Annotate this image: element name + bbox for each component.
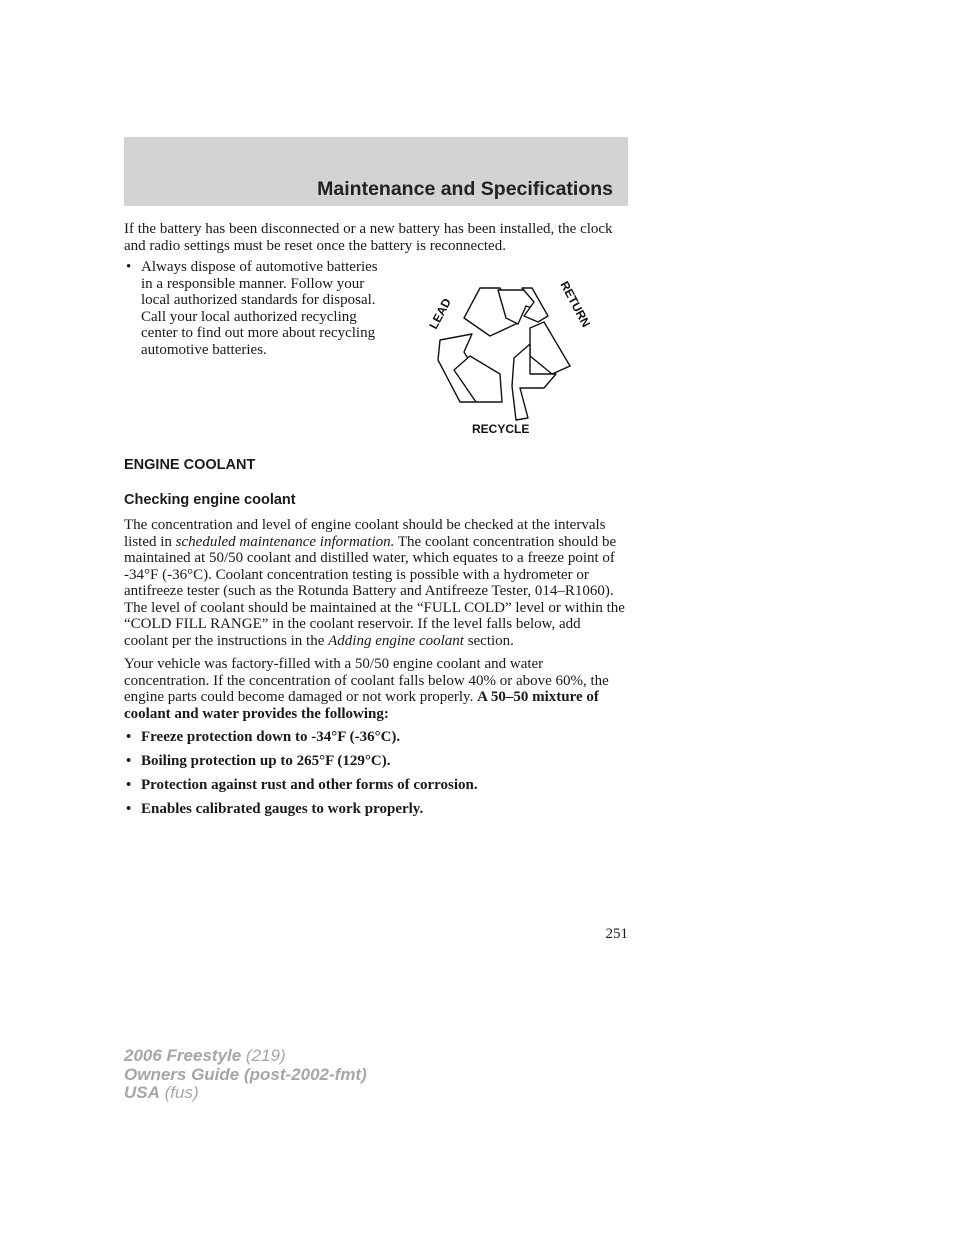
para2-bold: A 50–50 mixture of coolant and water provides the following:	[124, 689, 599, 722]
recycle-figure	[420, 278, 600, 443]
para1-italic-1: scheduled maintenance information.	[175, 533, 395, 550]
document-footer	[124, 1047, 367, 1103]
footer-market-code: (fus)	[159, 1083, 199, 1102]
subsection-title: Checking engine coolant	[124, 492, 296, 508]
coolant-body	[124, 517, 628, 825]
footer-line-2	[124, 1066, 367, 1085]
list-item: • Boiling protection up to 265°F (129°C).	[124, 753, 628, 770]
footer-line-3	[124, 1084, 367, 1103]
header-title: Maintenance and Specifications	[317, 178, 613, 200]
footer-line-1	[124, 1047, 367, 1066]
coolant-paragraph-2	[124, 656, 628, 722]
footer-model-code: (219)	[241, 1046, 286, 1065]
section-title: ENGINE COOLANT	[124, 457, 256, 473]
coolant-benefits-list	[124, 729, 628, 818]
para1-text-1: The concentration and level of engine coolant should be checked at the intervals listed in	[124, 517, 606, 550]
list-item: • Enables calibrated gauges to work properly.	[124, 801, 628, 818]
footer-model: 2006 Freestyle	[124, 1046, 242, 1065]
recycle-arrows-icon	[420, 278, 600, 443]
para1-text-2: The coolant concentration should be maintained at 50/50 coolant and distilled water, which equates to a freeze point of -34°F (-36°C). Coolant concentration testing is possible with a hydrometer or antifreeze tester (such as the Rotunda Battery and Antifreeze Tester, 014–R1060). The level of coolant should be maintained at the “FULL COLD” level or within the “COLD FILL RANGE” in the coolant reservoir. If the level falls below, add coolant per the instructions in the	[124, 533, 625, 649]
coolant-paragraph-1	[124, 517, 628, 649]
label-recycle: RECYCLE	[472, 422, 530, 436]
list-item: • Protection against rust and other forms of corrosion.	[124, 777, 628, 794]
battery-disposal-bullet: • Always dispose of automotive batteries in a responsible manner. Follow your local authorized standards for disposal. Call your local authorized recycling center to find out more about recycling automotive batteries.	[124, 259, 379, 358]
para2-text: Your vehicle was factory-filled with a 50/50 engine coolant and water concentration. If the concentration of coolant falls below 40% or above 60%, the engine parts could become damaged or not work properly.	[124, 656, 609, 705]
footer-market: USA	[124, 1083, 160, 1102]
page-number: 251	[605, 926, 628, 942]
label-lead: LEAD	[426, 295, 454, 332]
intro-paragraph: If the battery has been disconnected or a new battery has been installed, the clock and radio settings must be reset once the battery is reconnected.	[124, 221, 613, 254]
list-item: • Freeze protection down to -34°F (-36°C).	[124, 729, 628, 746]
label-return: RETURN	[557, 278, 594, 330]
section-header	[124, 137, 628, 206]
footer-guide: Owners Guide (post-2002-fmt)	[124, 1064, 367, 1084]
para1-italic-2: Adding engine coolant	[328, 632, 464, 649]
para1-text-3: section.	[463, 632, 514, 649]
